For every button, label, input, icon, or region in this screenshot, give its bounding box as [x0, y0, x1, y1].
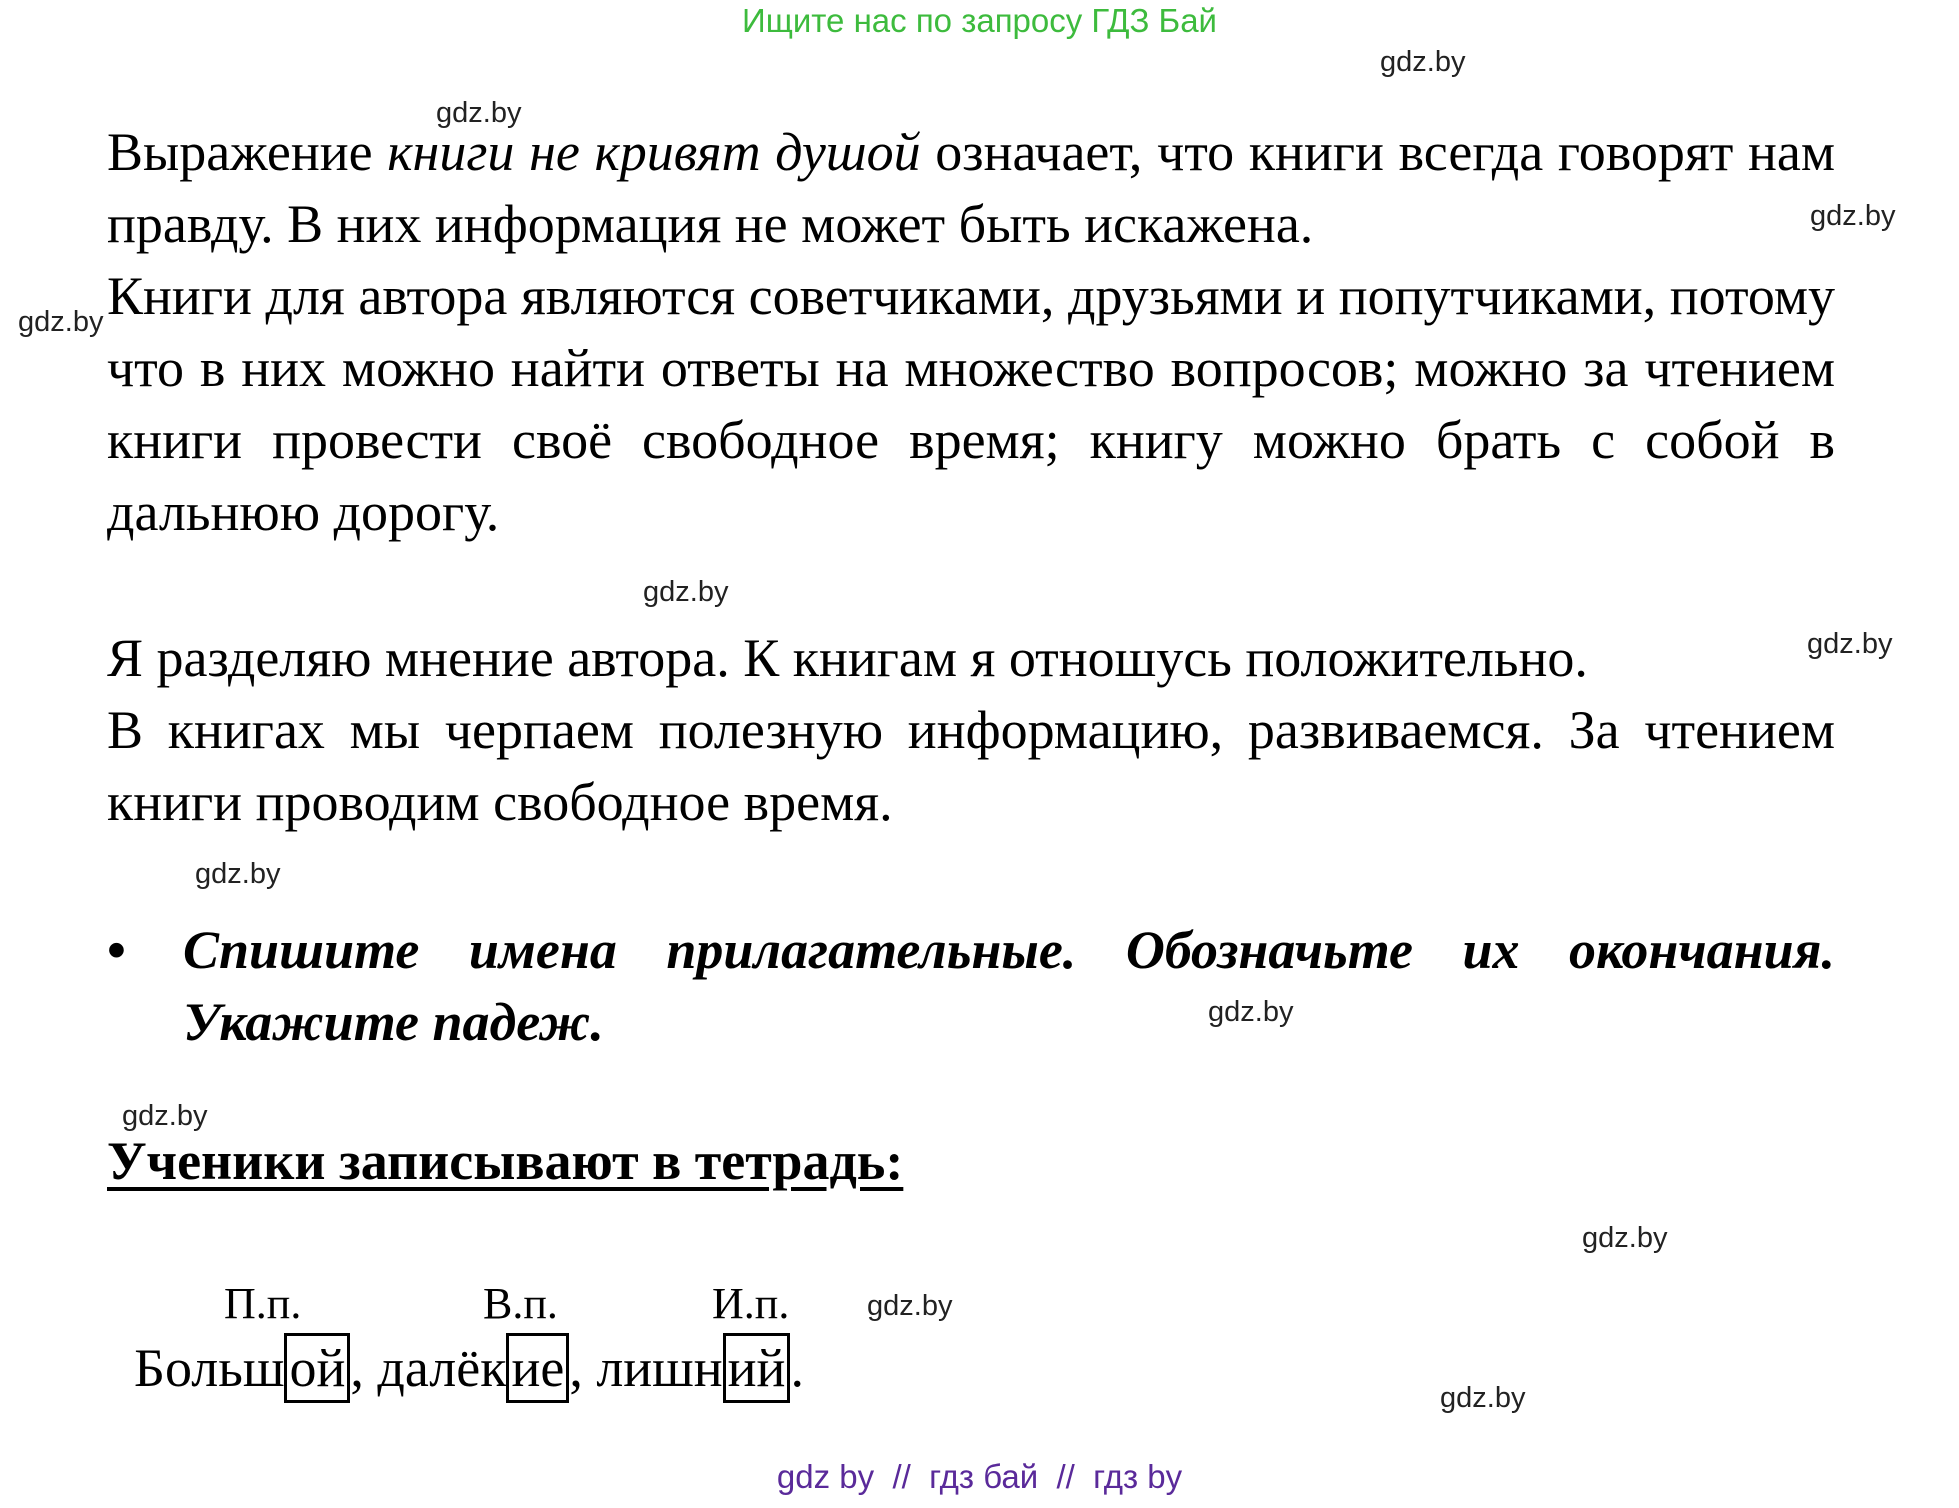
paragraph-2-text: Книги для автора являются советчиками, друзьями и попутчиками, потому что в них можно найти ответы на множество вопросов; можно за чтением книги провести своё свободное время; книгу можно брать с собой в дальнюю дорогу.	[107, 266, 1835, 542]
paragraph-3-text: Я разделяю мнение автора. К книгам я отношусь положительно.	[107, 628, 1588, 688]
bullet-icon: •	[107, 920, 126, 980]
case-label: В.п.	[483, 1279, 558, 1328]
watermark: gdz.by	[643, 576, 729, 608]
word-ending: ий	[723, 1333, 791, 1403]
watermark: gdz.by	[122, 1100, 208, 1132]
paragraph-1-after: означает, что книги всегда говорят нам правду. В них информация не может быть искажена.	[107, 122, 1835, 254]
watermark: gdz.by	[1380, 46, 1466, 78]
banner-text: Ищите нас по запросу ГДЗ Бай	[742, 2, 1217, 39]
paragraph-4	[107, 694, 1835, 838]
footer-text: gdz by // гдз бай // гдз by	[776, 1458, 1183, 1495]
word-stem: далёк	[377, 1338, 507, 1398]
watermark: gdz.by	[1807, 628, 1893, 660]
paragraph-4-text: В книгах мы черпаем полезную информацию, развиваемся. За чтением книги проводим свободное время.	[107, 700, 1835, 832]
watermark: gdz.by	[195, 858, 281, 890]
word-stem: Больш	[134, 1338, 285, 1398]
case-label: И.п.	[712, 1279, 790, 1328]
task-text: Спишите имена прилагательные. Обозначьте их окончания. Укажите падеж.	[183, 920, 1835, 1052]
watermark: gdz.by	[1440, 1382, 1526, 1414]
word-ending: ой	[284, 1333, 350, 1403]
idiom-text: книги не кривят душой	[387, 122, 921, 182]
paragraph-3	[107, 622, 1835, 694]
watermark: gdz.by	[1208, 996, 1294, 1028]
section-heading: Ученики записывают в тетрадь:	[107, 1131, 904, 1191]
word-separator: .	[790, 1338, 804, 1398]
word-ending: ие	[506, 1333, 569, 1403]
case-label: П.п.	[224, 1279, 302, 1328]
paragraph-1-before: Выражение	[107, 122, 388, 182]
watermark: gdz.by	[867, 1290, 953, 1322]
task-instruction	[107, 914, 1835, 1058]
watermark: gdz.by	[1582, 1222, 1668, 1254]
watermark: gdz.by	[1810, 200, 1896, 232]
paragraph-2	[107, 260, 1835, 548]
watermark: gdz.by	[18, 306, 104, 338]
word-stem: лишн	[596, 1338, 723, 1398]
word-separator: ,	[350, 1338, 378, 1398]
adjectives-example	[134, 1332, 804, 1404]
word-separator: ,	[569, 1338, 597, 1398]
watermark: gdz.by	[436, 97, 522, 129]
paragraph-1	[107, 116, 1835, 260]
